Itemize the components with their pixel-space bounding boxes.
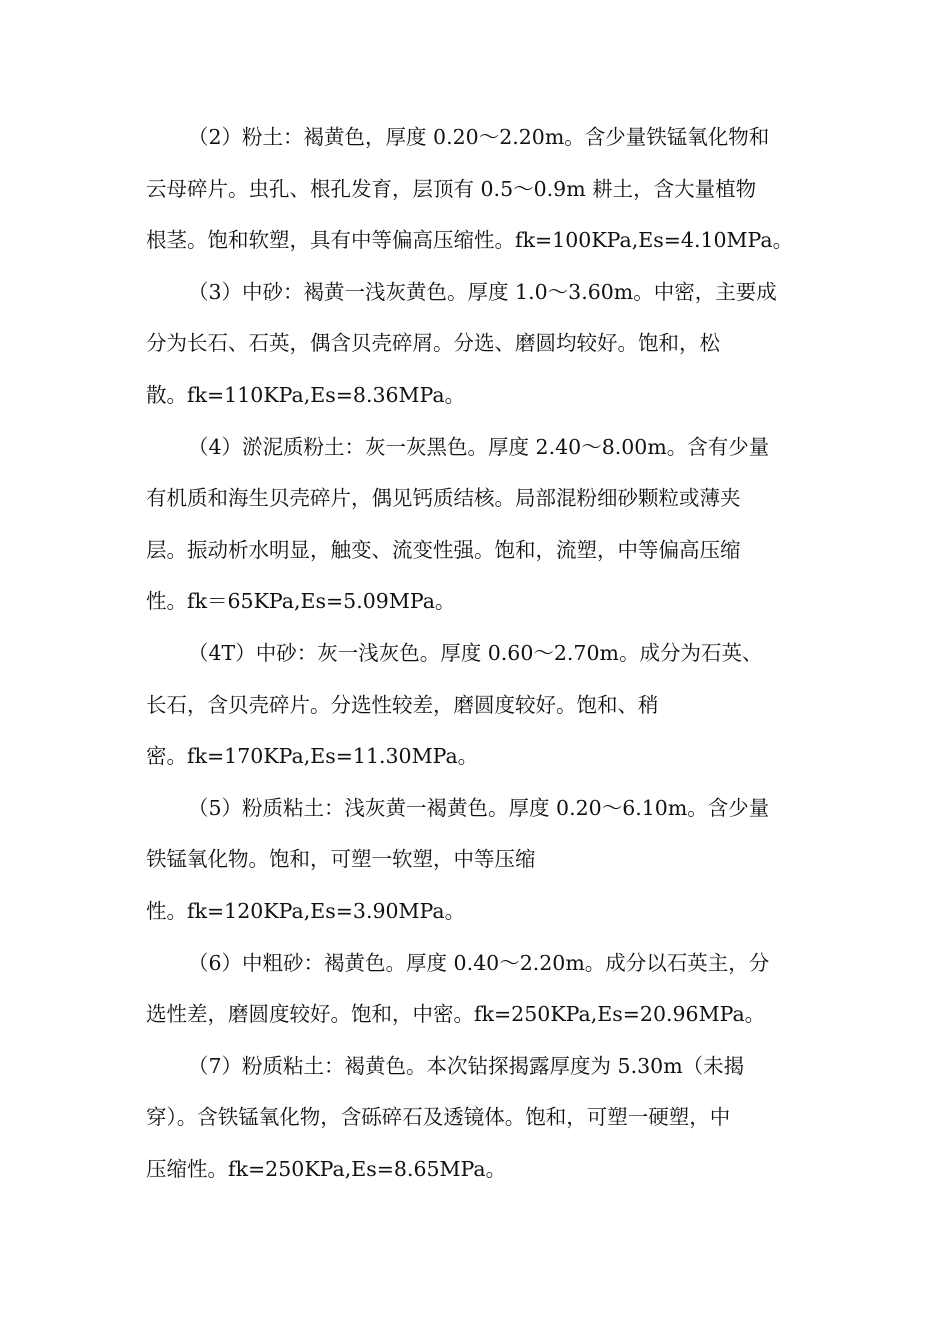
text-line: 长石，含贝壳碎片。分选性较差，磨圆度较好。饱和、稍 [146,692,659,717]
text-line: 散。fk=110KPa,Es=8.36MPa。 [146,382,466,407]
text-line: （5）粉质粘土：浅灰黄一褐黄色。厚度 0.20～6.10m。含少量 [188,795,770,820]
text-line: （3）中砂：褐黄一浅灰黄色。厚度 1.0～3.60m。中密，主要成 [188,279,777,304]
text-line: （2）粉土：褐黄色，厚度 0.20～2.20m。含少量铁锰氧化物和 [188,125,770,149]
text-line: 密。fk=170KPa,Es=11.30MPa。 [146,744,479,769]
text-line: 云母碎片。虫孔、根孔发育，层顶有 0.5～0.9m 耕土，含大量植物 [146,176,757,201]
text-line: 有机质和海生贝壳碎片，偶见钙质结核。局部混粉细砂颗粒或薄夹 [146,486,741,511]
paragraph-layer-4-mucky-silt [146,422,806,628]
text-line: （4）淤泥质粉土：灰一灰黑色。厚度 2.40～8.00m。含有少量 [188,434,770,459]
text-line: （4T）中砂：灰一浅灰色。厚度 0.60～2.70m。成分为石英、 [188,640,763,665]
paragraph-layer-4t-medium-sand [146,628,806,783]
text-line: 铁锰氧化物。饱和，可塑一软塑，中等压缩 [146,847,536,872]
text-line: 层。振动析水明显，触变、流变性强。饱和，流塑，中等偏高压缩 [146,537,741,562]
text-line: （6）中粗砂：褐黄色。厚度 0.40～2.20m。成分以石英主，分 [188,950,770,975]
paragraph-layer-5-silty-clay [146,783,806,938]
paragraph-layer-6-medium-coarse-sand [146,938,806,1041]
document-body [146,112,806,1195]
paragraph-layer-2-silt [146,112,806,267]
text-line: 性。fk=120KPa,Es=3.90MPa。 [146,898,466,923]
text-line: 性。fk＝65KPa,Es=5.09MPa。 [146,589,456,614]
paragraph-layer-3-medium-sand [146,267,806,422]
text-line: 选性差，磨圆度较好。饱和，中密。fk=250KPa,Es=20.96MPa。 [146,1002,766,1027]
text-line: 穿）。含铁锰氧化物，含砾碎石及透镜体。饱和，可塑一硬塑，中 [146,1105,731,1130]
text-line: （7）粉质粘土：褐黄色。本次钻探揭露厚度为 5.30m（未揭 [188,1053,745,1078]
text-line: 分为长石、石英，偶含贝壳碎屑。分选、磨圆均较好。饱和，松 [146,331,720,356]
text-line: 根茎。饱和软塑，具有中等偏高压缩性。fk=100KPa,Es=4.10MPa。 [146,228,794,253]
paragraph-layer-7-silty-clay [146,1041,806,1196]
text-line: 压缩性。fk=250KPa,Es=8.65MPa。 [146,1156,507,1181]
